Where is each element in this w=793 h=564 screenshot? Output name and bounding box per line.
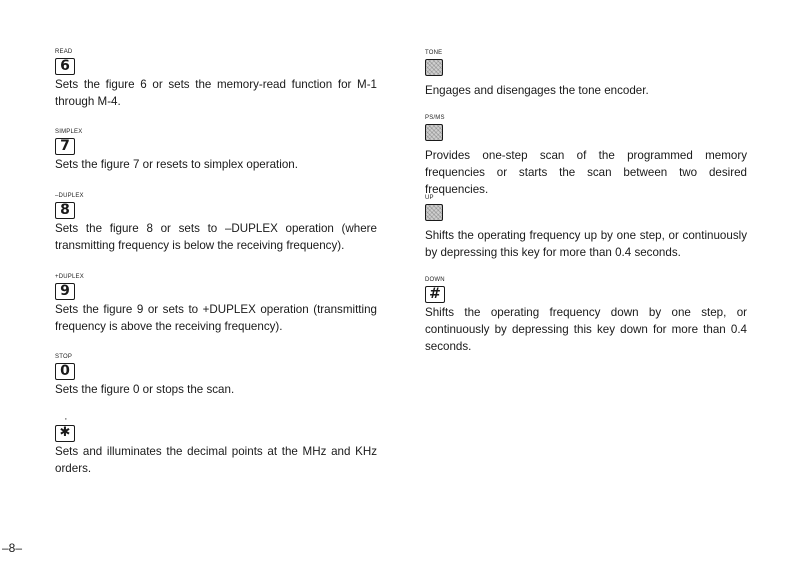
key-label-minus-duplex: –DUPLEX xyxy=(55,193,84,199)
key-label-decimal: · xyxy=(64,413,68,425)
key-6-icon: 6 xyxy=(55,58,75,75)
entry-decimal xyxy=(55,415,377,477)
description-stop: Sets the figure 0 or stops the scan. xyxy=(55,383,235,396)
description-minus-duplex: Sets the figure 8 or sets to –DUPLEX operation (where transmitting frequency is below the receiving frequency). xyxy=(55,222,377,252)
key-asterisk-icon: ✱ xyxy=(55,425,75,442)
entry-read xyxy=(55,49,377,110)
entry-tone xyxy=(425,50,747,99)
key-0-icon: 0 xyxy=(55,363,75,380)
key-ps-ms-blank-icon xyxy=(425,124,443,141)
page-number: –8– xyxy=(2,541,23,555)
key-label-up: UP xyxy=(425,195,434,201)
description-down: Shifts the operating frequency down by one step, or continuously by depressing this key down for more than 0.4 seconds. xyxy=(425,306,747,353)
description-ps-ms: Provides one-step scan of the programmed memory frequencies or starts the scan between two desired frequencies. xyxy=(425,149,747,196)
entry-simplex xyxy=(55,129,377,173)
description-up: Shifts the operating frequency up by one step, or continuously by depressing this key for more than 0.4 seconds. xyxy=(425,229,747,259)
description-plus-duplex: Sets the figure 9 or sets to +DUPLEX operation (transmitting frequency is above the receiving frequency). xyxy=(55,303,377,333)
entry-ps-ms xyxy=(425,115,747,198)
key-label-stop: STOP xyxy=(55,354,73,360)
entry-minus-duplex xyxy=(55,193,377,254)
entry-up xyxy=(425,195,747,261)
key-label-tone: TONE xyxy=(425,50,443,56)
entry-down xyxy=(425,277,747,355)
key-up-blank-icon xyxy=(425,204,443,221)
entry-stop xyxy=(55,354,377,398)
key-9-icon: 9 xyxy=(55,283,75,300)
description-tone: Engages and disengages the tone encoder. xyxy=(425,84,649,97)
key-hash-icon: # xyxy=(425,286,445,303)
description-decimal: Sets and illuminates the decimal points at the MHz and KHz orders. xyxy=(55,445,377,475)
key-label-ps-ms: PS/MS xyxy=(425,115,445,121)
key-label-simplex: SIMPLEX xyxy=(55,129,83,135)
key-label-read: READ xyxy=(55,49,73,55)
key-tone-blank-icon xyxy=(425,59,443,76)
description-simplex: Sets the figure 7 or resets to simplex operation. xyxy=(55,158,298,171)
key-label-down: DOWN xyxy=(425,277,445,283)
key-8-icon: 8 xyxy=(55,202,75,219)
key-7-icon: 7 xyxy=(55,138,75,155)
entry-plus-duplex xyxy=(55,274,377,335)
description-read: Sets the figure 6 or sets the memory-read function for M-1 through M-4. xyxy=(55,78,377,108)
key-label-plus-duplex: +DUPLEX xyxy=(55,274,84,280)
